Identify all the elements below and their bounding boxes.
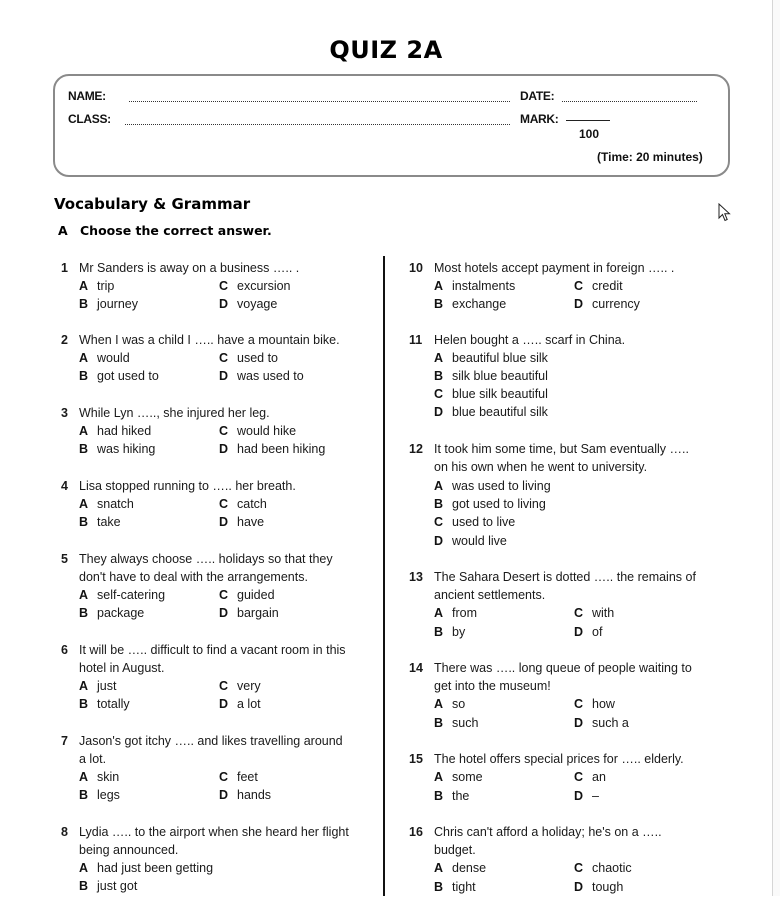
mark-label: MARK: <box>520 112 559 126</box>
question-13 <box>409 568 739 646</box>
option-b[interactable]: B journey <box>79 297 138 311</box>
question-stem: They always choose ….. holidays so that they <box>79 552 333 566</box>
question-stem: Most hotels accept payment in foreign ….. . <box>434 261 675 275</box>
option-a[interactable]: A just <box>79 679 117 693</box>
question-number: 7 <box>61 734 68 748</box>
option-d[interactable]: D of <box>574 625 603 639</box>
question-8 <box>61 823 381 901</box>
question-number: 3 <box>61 406 68 420</box>
question-4 <box>61 477 381 537</box>
question-6 <box>61 641 381 719</box>
question-number: 11 <box>409 333 423 347</box>
question-number: 16 <box>409 825 423 839</box>
option-c[interactable]: C catch <box>219 497 267 511</box>
question-number: 12 <box>409 442 423 456</box>
option-d[interactable]: D had been hiking <box>219 442 326 456</box>
question-stem: Helen bought a ….. scarf in China. <box>434 333 626 347</box>
option-d[interactable]: D currency <box>574 297 640 311</box>
question-number: 13 <box>409 570 423 584</box>
section-title: Vocabulary & Grammar <box>54 195 251 213</box>
question-10 <box>409 259 739 319</box>
mark-field[interactable] <box>566 120 610 121</box>
option-d[interactable]: D tough <box>574 880 624 894</box>
question-3 <box>61 404 381 464</box>
option-d[interactable]: D blue beautiful silk <box>434 405 548 419</box>
class-label: CLASS: <box>68 112 111 126</box>
option-b[interactable]: B by <box>434 625 466 639</box>
option-a[interactable]: A beautiful blue silk <box>434 351 548 365</box>
option-a[interactable]: A dense <box>434 861 487 875</box>
question-stem: budget. <box>434 843 476 857</box>
column-divider <box>383 256 385 896</box>
question-stem: Lisa stopped running to ….. her breath. <box>79 479 296 493</box>
question-stem: It took him some time, but Sam eventually ….. <box>434 442 689 456</box>
option-c[interactable]: C chaotic <box>574 861 632 875</box>
question-number: 4 <box>61 479 68 493</box>
option-c[interactable]: C with <box>574 606 615 620</box>
option-b[interactable]: B got used to living <box>434 497 546 511</box>
question-14 <box>409 659 739 737</box>
question-stem: being announced. <box>79 843 179 857</box>
option-c[interactable]: C excursion <box>219 279 291 293</box>
option-b[interactable]: B exchange <box>434 297 507 311</box>
question-stem: When I was a child I ….. have a mountain bike. <box>79 333 340 347</box>
option-d[interactable]: D would live <box>434 534 507 548</box>
option-c[interactable]: C blue silk beautiful <box>434 387 548 401</box>
question-number: 2 <box>61 333 68 347</box>
option-c[interactable]: C used to <box>219 351 279 365</box>
question-stem: It will be ….. difficult to find a vacant room in this <box>79 643 346 657</box>
option-b[interactable]: B tight <box>434 880 476 894</box>
option-c[interactable]: C guided <box>219 588 275 602</box>
option-b[interactable]: B got used to <box>79 369 159 383</box>
question-number: 1 <box>61 261 68 275</box>
question-stem: There was ….. long queue of people waiting to <box>434 661 692 675</box>
question-stem: Mr Sanders is away on a business ….. . <box>79 261 300 275</box>
option-b[interactable]: B the <box>434 789 470 803</box>
option-d[interactable]: D – <box>574 789 599 803</box>
option-a[interactable]: A trip <box>79 279 115 293</box>
date-label: DATE: <box>520 89 555 103</box>
option-a[interactable]: A would <box>79 351 130 365</box>
option-b[interactable]: B take <box>79 515 121 529</box>
question-11 <box>409 331 739 427</box>
option-d[interactable]: D such a <box>574 716 629 730</box>
option-b[interactable]: B such <box>434 716 479 730</box>
option-c[interactable]: C feet <box>219 770 258 784</box>
name-field[interactable] <box>129 101 510 102</box>
question-2 <box>61 331 381 391</box>
question-number: 6 <box>61 643 68 657</box>
option-b[interactable]: B just got <box>79 879 138 893</box>
question-stem: Lydia ….. to the airport when she heard her flight <box>79 825 349 839</box>
question-stem: Jason's got itchy ….. and likes travelling around <box>79 734 343 748</box>
option-b[interactable]: B legs <box>79 788 120 802</box>
instruction-letter: A <box>58 223 68 238</box>
question-7 <box>61 732 381 810</box>
option-a[interactable]: A had hiked <box>79 424 152 438</box>
question-number: 5 <box>61 552 68 566</box>
student-info-box <box>53 74 730 177</box>
mark-total: 100 <box>579 127 600 141</box>
question-15 <box>409 750 739 810</box>
option-d[interactable]: D a lot <box>219 697 261 711</box>
class-field[interactable] <box>125 124 510 125</box>
option-c[interactable]: C used to live <box>434 515 516 529</box>
question-stem: While Lyn ….., she injured her leg. <box>79 406 270 420</box>
option-c[interactable]: C an <box>574 770 606 784</box>
option-c[interactable]: C would hike <box>219 424 297 438</box>
option-b[interactable]: B totally <box>79 697 130 711</box>
option-a[interactable]: A from <box>434 606 477 620</box>
date-field[interactable] <box>562 101 697 102</box>
option-a[interactable]: A was used to living <box>434 479 551 493</box>
question-16 <box>409 823 739 901</box>
question-number: 10 <box>409 261 423 275</box>
question-stem: Chris can't afford a holiday; he's on a ….. <box>434 825 662 839</box>
question-stem: The hotel offers special prices for ….. elderly. <box>434 752 684 766</box>
question-stem: The Sahara Desert is dotted ….. the remains of <box>434 570 696 584</box>
question-number: 8 <box>61 825 68 839</box>
option-a[interactable]: A instalments <box>434 279 516 293</box>
instruction-text: Choose the correct answer. <box>80 223 272 238</box>
name-label: NAME: <box>68 89 106 103</box>
page-edge <box>772 0 780 896</box>
option-b[interactable]: B silk blue beautiful <box>434 369 548 383</box>
option-b[interactable]: B was hiking <box>79 442 156 456</box>
option-c[interactable]: C very <box>219 679 261 693</box>
question-1 <box>61 259 381 319</box>
option-a[interactable]: A so <box>434 697 466 711</box>
option-d[interactable]: D was used to <box>219 369 304 383</box>
option-d[interactable]: D hands <box>219 788 272 802</box>
question-stem: get into the museum! <box>434 679 551 693</box>
option-a[interactable]: A had just been getting <box>79 861 214 875</box>
option-b[interactable]: B package <box>79 606 145 620</box>
question-stem: hotel in August. <box>79 661 165 675</box>
option-a[interactable]: A some <box>434 770 483 784</box>
question-stem: ancient settlements. <box>434 588 546 602</box>
time-limit: (Time: 20 minutes) <box>597 150 703 164</box>
option-c[interactable]: C credit <box>574 279 623 293</box>
instruction <box>58 223 272 238</box>
quiz-title: QUIZ 2A <box>329 36 443 64</box>
option-d[interactable]: D have <box>219 515 265 529</box>
question-stem: a lot. <box>79 752 107 766</box>
question-12 <box>409 440 739 554</box>
question-number: 14 <box>409 661 423 675</box>
option-d[interactable]: D voyage <box>219 297 278 311</box>
option-a[interactable]: A snatch <box>79 497 134 511</box>
question-number: 15 <box>409 752 423 766</box>
option-c[interactable]: C how <box>574 697 615 711</box>
mouse-pointer-icon <box>718 203 732 223</box>
question-5 <box>61 550 381 628</box>
option-d[interactable]: D bargain <box>219 606 279 620</box>
question-stem: on his own when he went to university. <box>434 460 648 474</box>
option-a[interactable]: A skin <box>79 770 120 784</box>
option-a[interactable]: A self-catering <box>79 588 166 602</box>
question-stem: don't have to deal with the arrangements. <box>79 570 308 584</box>
